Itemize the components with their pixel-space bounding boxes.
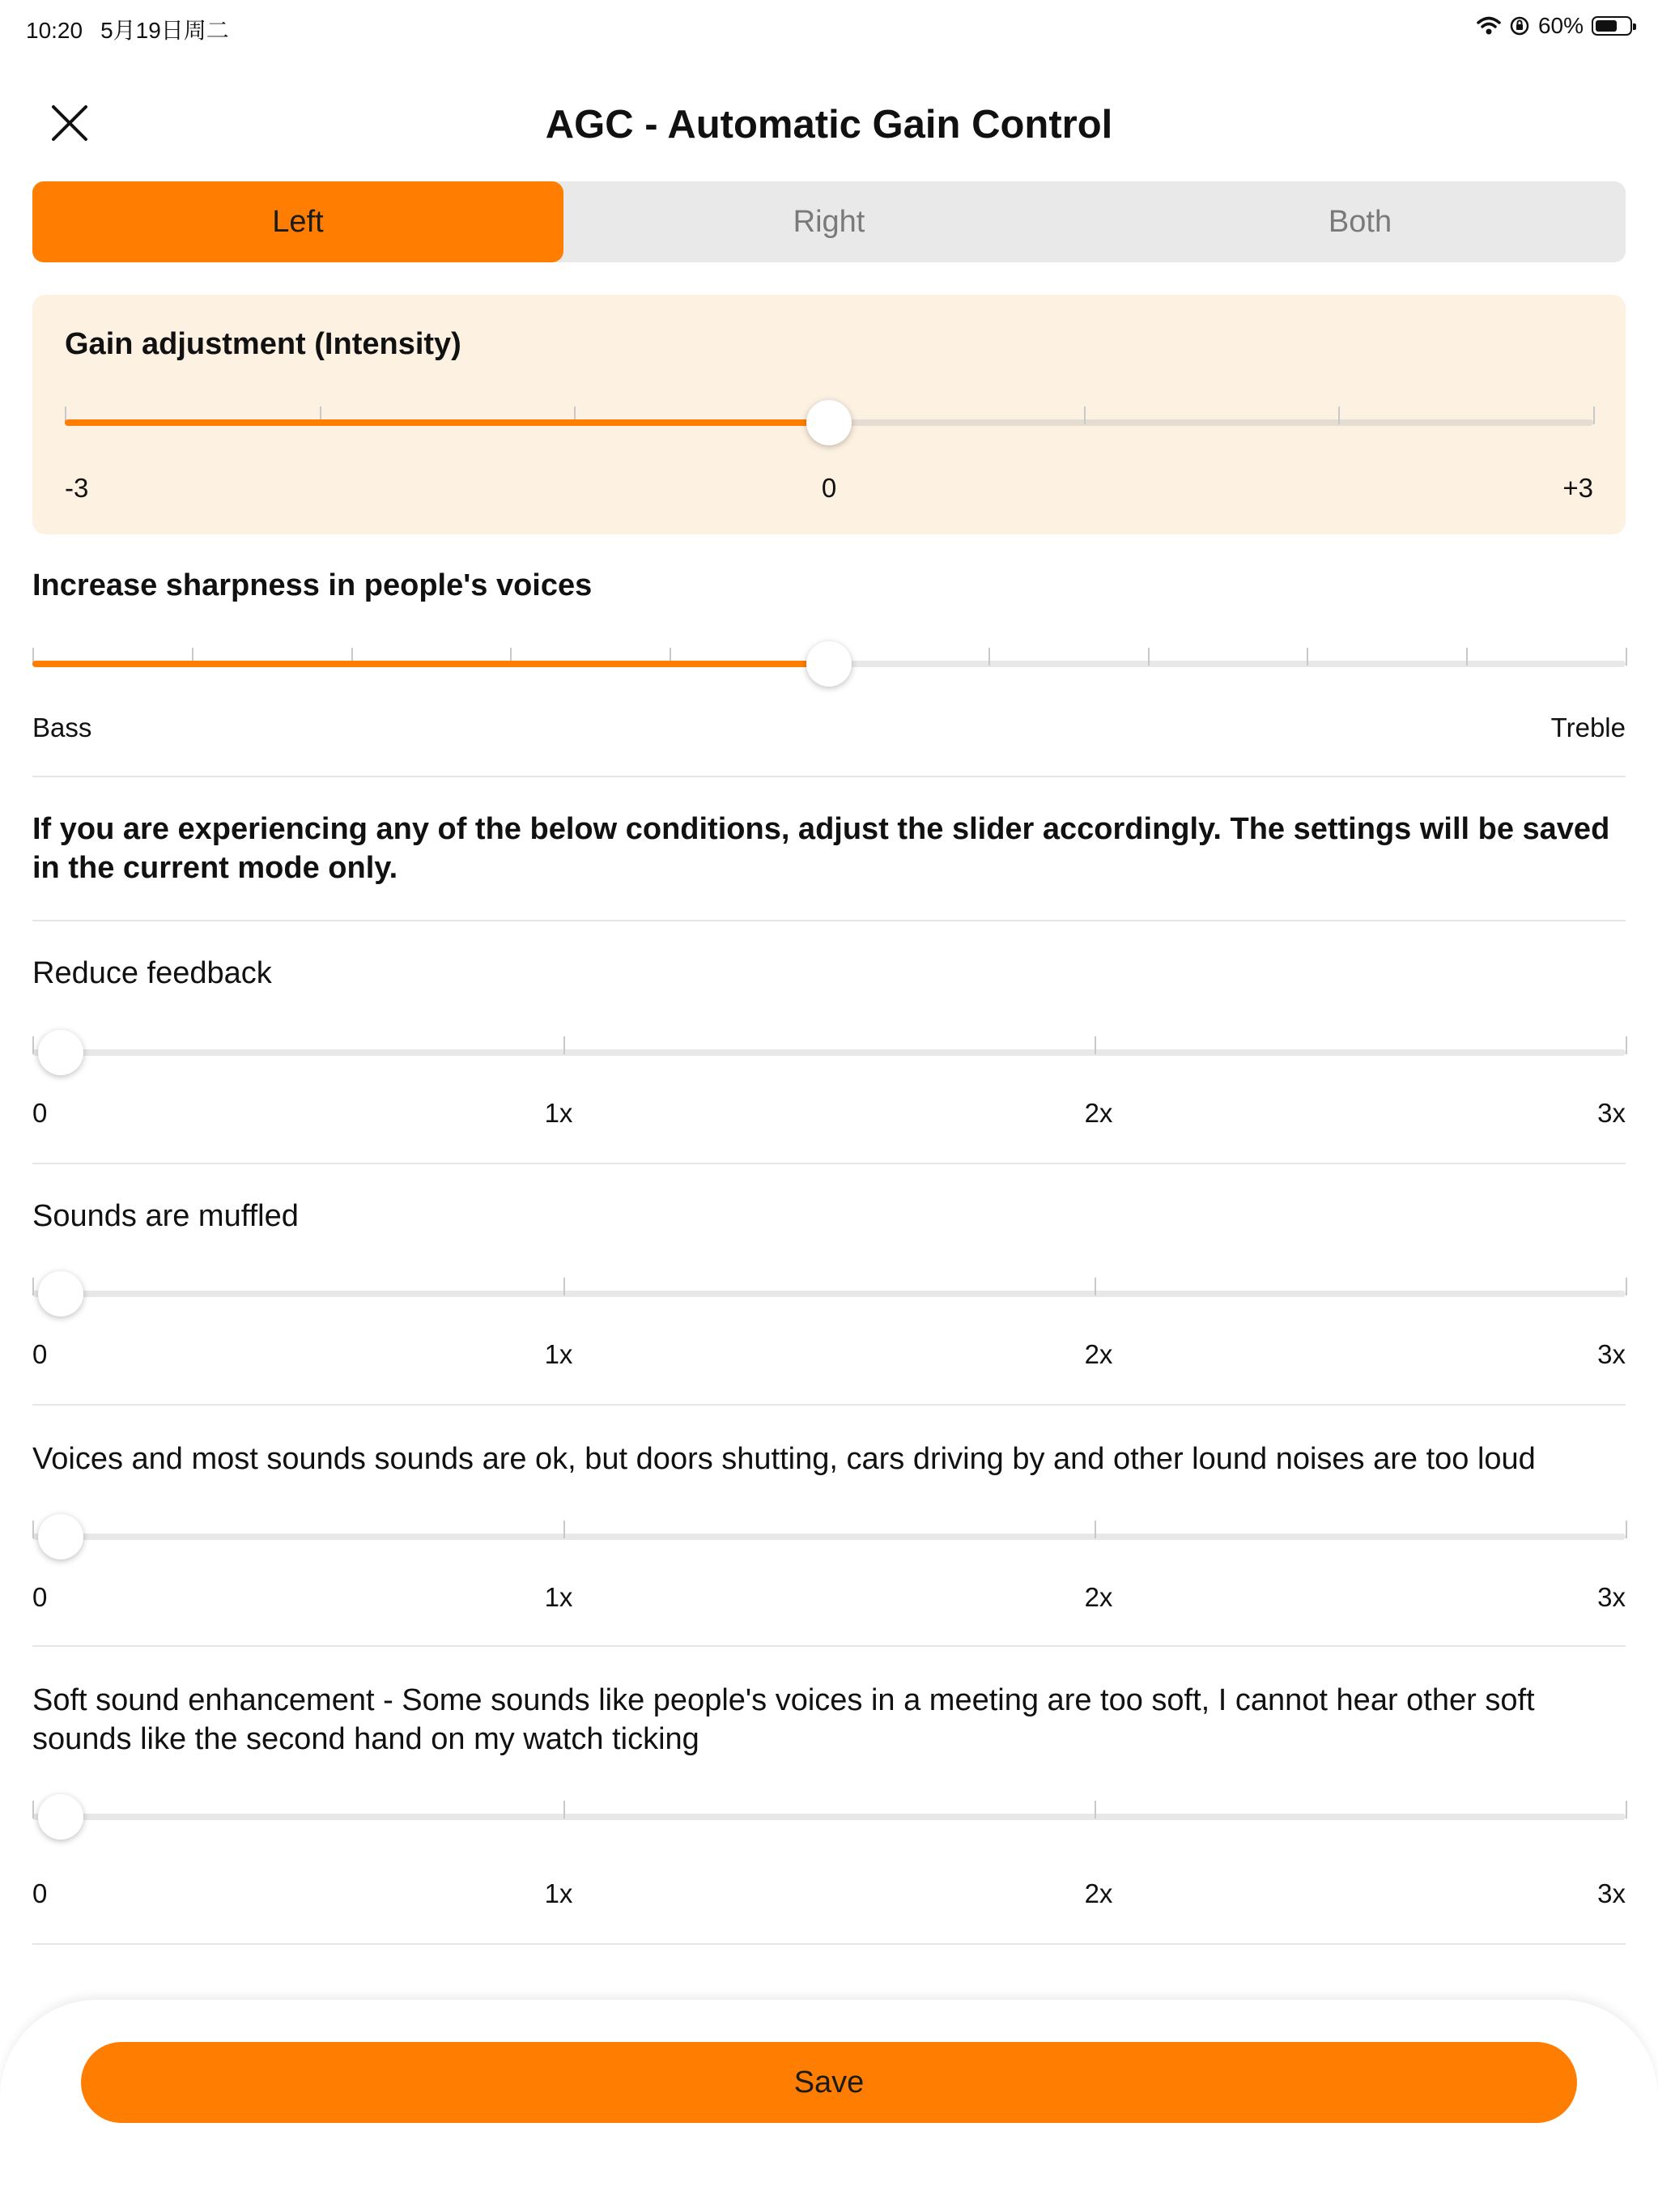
divider [32, 1645, 1626, 1647]
condition-label-loud-noises: Voices and most sounds sounds are ok, but doors shutting, cars driving by and other lound noises are too loud [32, 1442, 1536, 1476]
slider-thumb[interactable] [38, 1514, 83, 1559]
condition-label-sounds-muffled: Sounds are muffled [32, 1199, 299, 1233]
slider-tick [32, 1521, 34, 1538]
slider-tick [1626, 1278, 1627, 1295]
gain-min-label: -3 [65, 473, 89, 503]
scale-label-0: 0 [32, 1098, 48, 1128]
divider [32, 1404, 1626, 1406]
scale-label-1x: 1x [544, 1582, 573, 1612]
condition-label-soft-sound: Soft sound enhancement - Some sounds like people's voices in a meeting are too soft, I cannot hear other soft sounds like the second hand on my watch ticking [32, 1683, 1535, 1756]
slider-tick [1338, 406, 1340, 424]
status-indicators [1477, 11, 1632, 40]
status-date: 5月19日周二 [100, 18, 229, 43]
scale-label-0: 0 [32, 1339, 48, 1369]
slider-tick [1095, 1278, 1096, 1295]
scale-label-2x: 2x [1084, 1098, 1113, 1128]
scale-label-1x: 1x [544, 1878, 573, 1908]
divider [32, 1943, 1626, 1945]
scale-label-3x: 3x [1597, 1878, 1626, 1908]
slider-tick [1084, 406, 1086, 424]
slider-tick [563, 1801, 565, 1819]
gain-title: Gain adjustment (Intensity) [65, 327, 461, 361]
slider-fill [32, 661, 829, 667]
wifi-icon [1477, 15, 1501, 36]
info-text: If you are experiencing any of the below conditions, adjust the slider accordingly. The settings will be saved in the current mode only. [32, 812, 1610, 885]
tab-both[interactable]: Both [1328, 204, 1392, 239]
sharpness-bass-label: Bass [32, 713, 92, 742]
scale-label-1x: 1x [544, 1098, 573, 1128]
slider-thumb[interactable] [38, 1794, 83, 1840]
slider-fill [65, 419, 829, 426]
orientation-lock-icon [1509, 15, 1530, 36]
slider-track [32, 1534, 1626, 1540]
soft-sound-slider[interactable] [32, 1801, 1626, 1833]
gain-mid-label: 0 [821, 473, 837, 503]
slider-tick [1626, 648, 1627, 666]
battery-percent: 60% [1537, 13, 1584, 38]
divider [32, 776, 1626, 777]
slider-track [32, 1049, 1626, 1056]
sharpness-treble-label: Treble [1550, 713, 1626, 742]
tab-right[interactable]: Right [793, 204, 865, 239]
divider [32, 920, 1626, 921]
slider-tick [1466, 648, 1468, 666]
status-bar [0, 0, 1658, 52]
slider-tick [1307, 648, 1308, 666]
slider-thumb[interactable] [806, 641, 852, 687]
slider-tick [1626, 1036, 1627, 1054]
gain-max-label: +3 [1562, 473, 1593, 503]
slider-tick [1095, 1521, 1096, 1538]
slider-tick [1095, 1036, 1096, 1054]
tab-left[interactable]: Left [32, 181, 563, 262]
slider-tick [32, 1801, 34, 1819]
slider-track [32, 1814, 1626, 1820]
battery-icon [1592, 16, 1632, 36]
ear-selector [32, 181, 1626, 262]
sharpness-title: Increase sharpness in people's voices [32, 568, 593, 602]
scale-label-3x: 3x [1597, 1582, 1626, 1612]
slider-track [32, 1291, 1626, 1297]
page-title: AGC - Automatic Gain Control [545, 103, 1113, 147]
slider-tick [1593, 406, 1595, 424]
scale-label-2x: 2x [1084, 1582, 1113, 1612]
slider-tick [1626, 1521, 1627, 1538]
slider-tick [32, 1036, 34, 1054]
scale-label-1x: 1x [544, 1339, 573, 1369]
slider-thumb[interactable] [38, 1030, 83, 1075]
slider-thumb[interactable] [806, 400, 852, 445]
scale-label-0: 0 [32, 1582, 48, 1612]
sharpness-slider[interactable] [32, 648, 1626, 680]
status-time: 10:20 [26, 18, 83, 43]
gain-slider[interactable] [65, 406, 1593, 439]
loud-noises-slider[interactable] [32, 1521, 1626, 1553]
status-time-date [26, 13, 247, 45]
slider-tick [1095, 1801, 1096, 1819]
slider-tick [563, 1521, 565, 1538]
condition-label-reduce-feedback: Reduce feedback [32, 956, 272, 990]
sounds-muffled-slider[interactable] [32, 1278, 1626, 1310]
reduce-feedback-slider[interactable] [32, 1036, 1626, 1069]
slider-tick [1148, 648, 1150, 666]
slider-tick [32, 1278, 34, 1295]
scale-label-2x: 2x [1084, 1878, 1113, 1908]
slider-tick [988, 648, 990, 666]
scale-label-0: 0 [32, 1878, 48, 1908]
slider-tick [563, 1036, 565, 1054]
scale-label-3x: 3x [1597, 1098, 1626, 1128]
slider-thumb[interactable] [38, 1271, 83, 1317]
scale-label-3x: 3x [1597, 1339, 1626, 1369]
scale-label-2x: 2x [1084, 1339, 1113, 1369]
slider-tick [1626, 1801, 1627, 1819]
divider [32, 1163, 1626, 1164]
save-button[interactable]: Save [81, 2042, 1577, 2123]
slider-tick [563, 1278, 565, 1295]
